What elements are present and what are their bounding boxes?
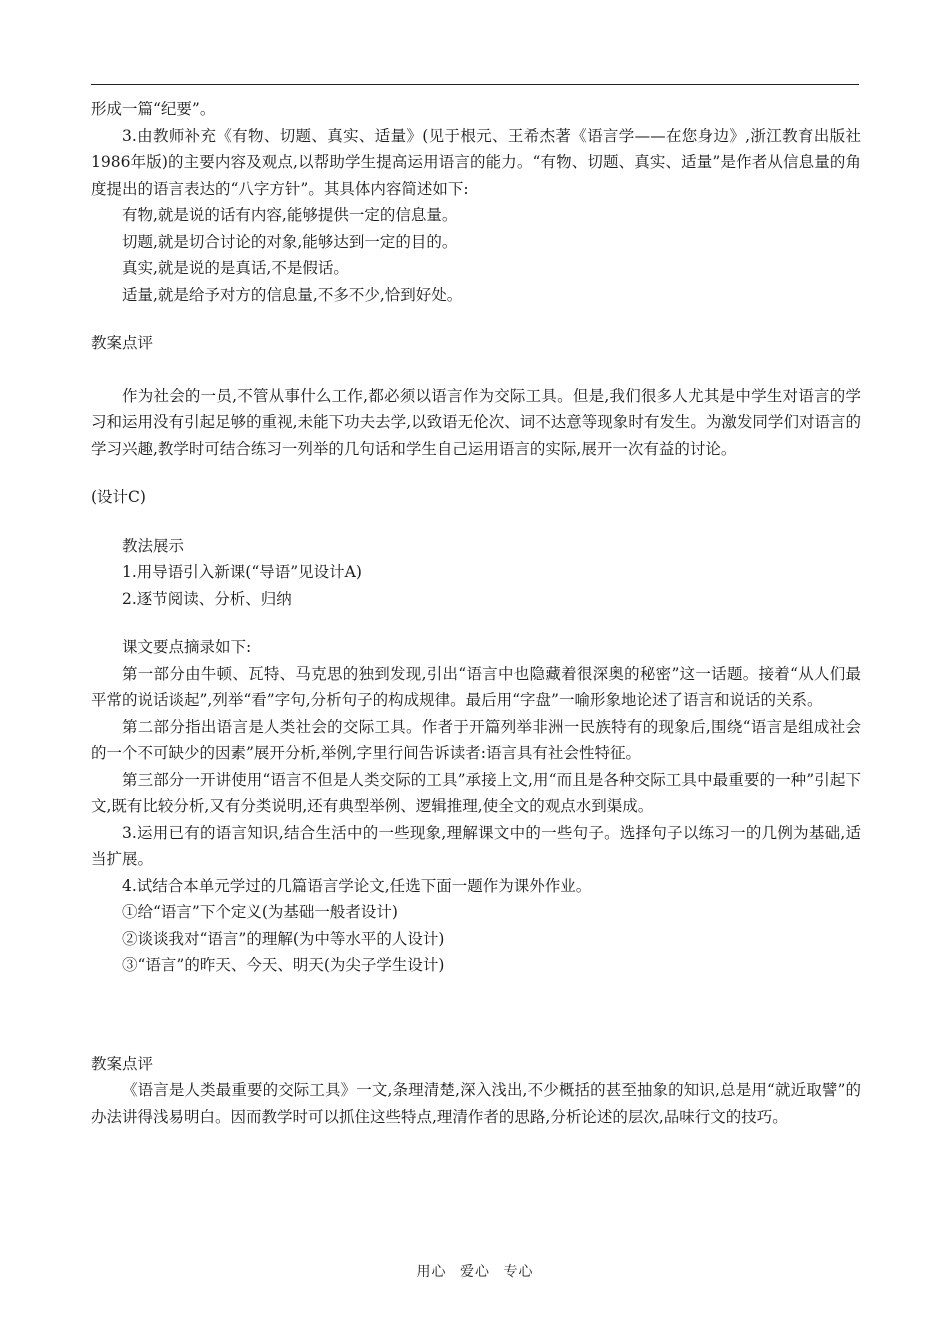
excerpt-paragraph: 第二部分指出语言是人类社会的交际工具。作者于开篇列举非洲一民族特有的现象后,围绕“语言是组成社会的一个不可缺少的因素”展开分析,举例,字里行间告诉读者:语言具有社会性特征。 bbox=[91, 717, 861, 762]
excerpt-paragraph: 4.试结合本单元学过的几篇语言学论文,任选下面一题作为课外作业。 bbox=[122, 876, 592, 895]
paragraph: 真实,就是说的是真话,不是假话。 bbox=[122, 259, 349, 277]
paragraph: 3.由教师补充《有物、切题、真实、适量》(见于根元、王希杰著《语言学——在您身边》,浙江教育出版社1986年版)的主要内容及观点,以帮助学生提高运用语言的能力。“有物、切题、真实、适量”是作者从信息量的角度提出的语言表达的“八字方针”。其具体内容简述如下: bbox=[91, 126, 861, 198]
paragraph: 形成一篇“纪要”。 bbox=[91, 100, 216, 118]
paragraph: 有物,就是说的话有内容,能够提供一定的信息量。 bbox=[122, 206, 458, 224]
method-item: 1.用导语引入新课(“导语”见设计A) bbox=[122, 563, 362, 581]
topic-item: ②谈谈我对“语言”的理解(为中等水平的人设计) bbox=[122, 929, 445, 948]
method-heading: 教法展示 bbox=[122, 536, 185, 555]
excerpt-paragraph: 第一部分由牛顿、瓦特、马克思的独到发现,引出“语言中也隐藏着很深奥的秘密”这一话题。接着“从人们最平常的说话谈起”,列举“看”字句,分析句子的构成规律。最后用“字盘”一喻形象地论述了语言和说话的关系。 bbox=[91, 664, 861, 709]
paragraph: 适量,就是给予对方的信息量,不多不少,恰到好处。 bbox=[122, 285, 463, 304]
review-text: 作为社会的一员,不管从事什么工作,都必须以语言作为交际工具。但是,我们很多人尤其是中学生对语言的学习和运用没有引起足够的重视,未能下功夫去学,以致语无伦次、词不达意等现象时有发生。为激发同学们对语言的学习兴趣,教学时可结合练习一列举的几句话和学生自己运用语言的实际,展开一次有益的讨论。 bbox=[91, 386, 861, 458]
excerpt-paragraph: 第三部分一开讲使用“语言不但是人类交际的工具”承接上文,用“而且是各种交际工具中最重要的一种”引起下文,既有比较分析,又有分类说明,还有典型举例、逻辑推理,使全文的观点水到渠成。 bbox=[91, 770, 861, 815]
topic-item: ①给“语言”下个定义(为基础一般者设计) bbox=[122, 903, 398, 921]
document-body bbox=[91, 96, 861, 1130]
review-heading: 教案点评 bbox=[91, 1054, 154, 1073]
excerpt-paragraph: 3.运用已有的语言知识,结合生活中的一些现象,理解课文中的一些句子。选择句子以练习一的几例为基础,适当扩展。 bbox=[91, 823, 861, 868]
paragraph: 切题,就是切合讨论的对象,能够达到一定的目的。 bbox=[122, 232, 458, 251]
method-item: 2.逐节阅读、分析、归纳 bbox=[122, 589, 292, 608]
review-heading: 教案点评 bbox=[91, 334, 154, 352]
topic-item: ③“语言”的昨天、今天、明天(为尖子学生设计) bbox=[122, 956, 445, 974]
header-rule bbox=[91, 84, 859, 85]
excerpt-heading: 课文要点摘录如下: bbox=[122, 638, 252, 656]
review-text: 《语言是人类最重要的交际工具》一文,条理清楚,深入浅出,不少概括的甚至抽象的知识,总是用“就近取譬”的办法讲得浅易明白。因而教学时可以抓住这些特点,理清作者的思路,分析论述的层次,品味行文的技巧。 bbox=[91, 1081, 861, 1126]
page-footer: 用心 爱心 专心 bbox=[416, 1264, 534, 1280]
design-label: (设计C) bbox=[91, 488, 146, 506]
